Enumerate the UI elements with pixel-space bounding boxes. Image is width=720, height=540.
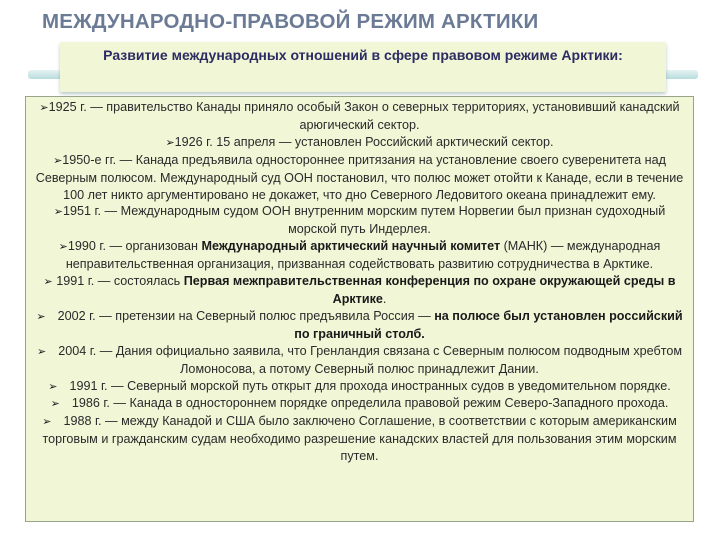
arrow-bullet-icon: ➢: [43, 275, 53, 289]
arrow-bullet-icon: ➢: [58, 240, 68, 254]
arrow-bullet-icon: ➢: [53, 205, 63, 219]
list-item: [30, 134, 689, 152]
item-text-end: .: [382, 291, 387, 306]
list-item: [30, 273, 689, 308]
item-bold-text: Первая межправительственная конференция по охране окружающей среды в Арктике: [183, 274, 676, 306]
arrow-bullet-icon: ➢: [37, 344, 47, 358]
list-item: [30, 203, 689, 238]
item-bold-text: на полюсе был установлен российский по граничный столб.: [294, 308, 683, 341]
item-text: 1988 г. — между Канадой и США было заключено Соглашение, в соответствии с которым американским торговым и гражданским судам необходимо разрешение канадских властей для пользования этим морским путем.: [42, 414, 677, 464]
arrow-bullet-icon: ➢: [48, 379, 58, 393]
item-text: 1925 г. — правительство Канады приняло особый Закон о северных территориях, установивший канадский арюгический сектор.: [48, 100, 680, 132]
list-item: [30, 378, 689, 396]
subtitle-banner: [60, 42, 666, 92]
item-text: 1950-е гг. — Канада предъявила одностороннее притязания на установление своего суверенитета над Северным полюсом. Международный суд ООН постановил, что полюс может отойти к Канаде, если в течение 100 лет никто аргументировано не докажет, что дно Северного Ледовитого океана принадлежит ему.: [35, 152, 684, 202]
arrow-bullet-icon: ➢: [53, 153, 63, 167]
item-text: 1990 г. — организован: [67, 239, 202, 254]
slide-title: МЕЖДУНАРОДНО-ПРАВОВОЙ РЕЖИМ АРКТИКИ: [42, 10, 539, 33]
item-bold-text: Международный арктический научный комитет: [201, 239, 501, 254]
item-text: 1991 г. — состоялась: [56, 274, 184, 289]
item-text: 2004 г. — Дания официально заявила, что Гренландия связана с Северным полюсом подводным хребтом Ломоносова, а потому Северный полюс принадлежит Дании.: [58, 343, 682, 376]
arrow-bullet-icon: ➢: [165, 135, 175, 149]
list-item: [30, 308, 689, 343]
item-text: 1951 г. — Международным судом ООН внутренним морским путем Норвегии был признан судоходный морской путь Индерлея.: [62, 204, 666, 237]
list-item: [30, 152, 689, 204]
arrow-bullet-icon: ➢: [39, 101, 49, 114]
arrow-bullet-icon: ➢: [42, 415, 52, 429]
arrow-bullet-icon: ➢: [50, 397, 60, 411]
content-box: [25, 96, 694, 522]
item-text-end: (МАНК) — международная неправительственная организация, призванная содействовать развитию сотрудничества в Арктике.: [65, 239, 661, 272]
arrow-bullet-icon: ➢: [36, 309, 46, 323]
subtitle-text: Развитие международных отношений в сфере правовом режиме Арктики:: [103, 47, 623, 63]
list-item: [30, 343, 689, 378]
list-item: [30, 99, 689, 134]
item-text: 1991 г. — Северный морской путь открыт для прохода иностранных судов в уведомительном порядке.: [69, 378, 671, 393]
item-text: 1926 г. 15 апреля — установлен Российский арктический сектор.: [174, 134, 554, 149]
list-item: [30, 395, 689, 413]
item-text: 1986 г. — Канада в одностороннем порядке определила правовой режим Северо-Западного прохода.: [71, 396, 669, 411]
list-item: [30, 413, 689, 465]
list-item: [30, 238, 689, 273]
item-text: 2002 г. — претензии на Северный полюс предъявила Россия —: [57, 308, 435, 323]
